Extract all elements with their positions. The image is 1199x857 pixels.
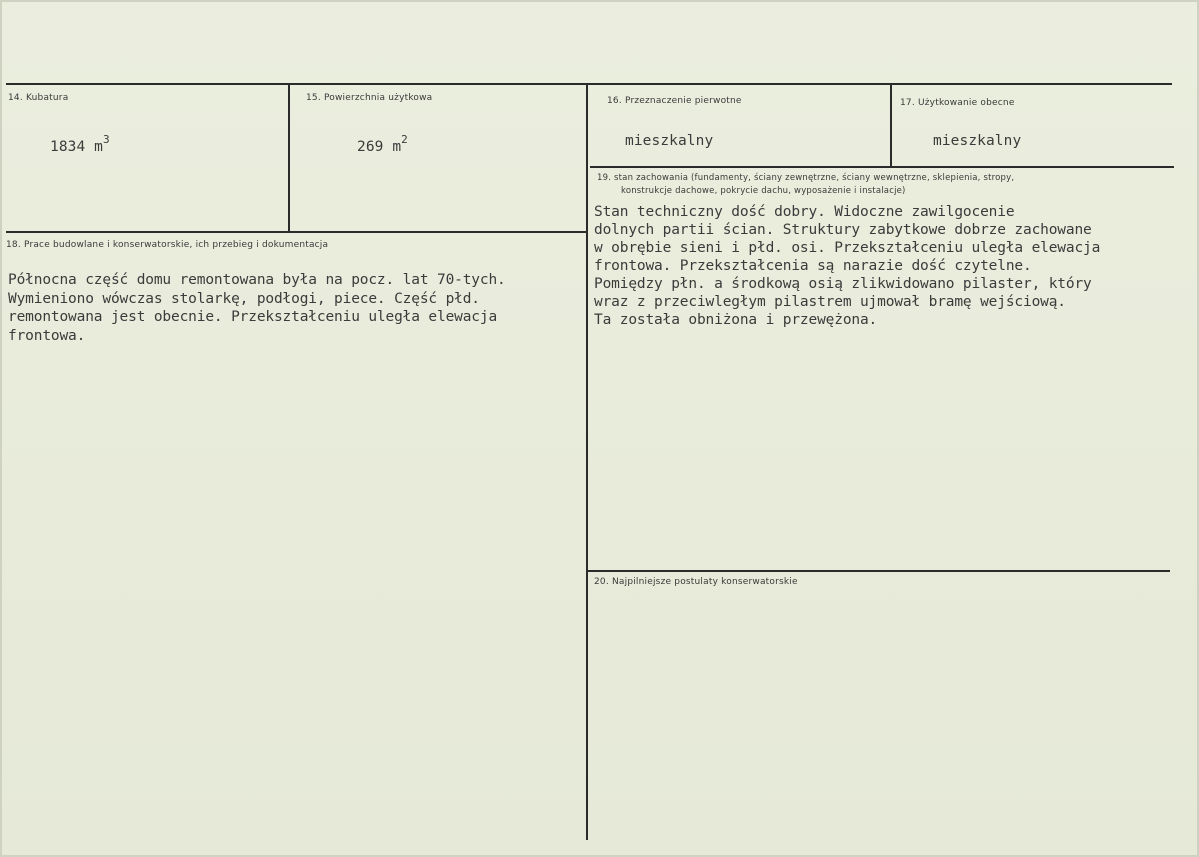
field-18-label: 18. Prace budowlane i konserwatorskie, ich przebieg i dokumentacja <box>6 240 329 250</box>
field-15-value <box>357 133 408 155</box>
stan-line: w obrębie sieni i płd. osi. Przekształceniu uległa elewacja <box>594 240 1101 256</box>
stan-line: dolnych partii ścian. Struktury zabytkowe dobrze zachowane <box>594 222 1092 238</box>
field-16-label: 16. Przeznaczenie pierwotne <box>607 96 742 106</box>
field-17-value: mieszkalny <box>933 133 1022 149</box>
stan-line: Pomiędzy płn. a środkową osią zlikwidowano pilaster, który <box>594 276 1092 292</box>
powierzchnia-value: 269 m <box>357 139 402 155</box>
prace-line: frontowa. <box>8 327 86 344</box>
divider-14-15 <box>288 84 290 233</box>
field-14-value <box>50 133 110 155</box>
stan-line: Ta została obniżona i przewężona. <box>594 312 878 328</box>
stan-line: wraz z przeciwległym pilastrem ujmował bramę wejściową. <box>594 294 1066 310</box>
powierzchnia-exponent: 2 <box>401 133 408 146</box>
field-14-label: 14. Kubatura <box>8 93 69 103</box>
kubatura-value: 1834 m <box>50 139 103 155</box>
stan-line: frontowa. Przekształcenia są narazie dość czytelne. <box>594 258 1032 274</box>
divider-16-17 <box>890 84 892 166</box>
field-19-label-cont: konstrukcje dachowe, pokrycie dachu, wyposażenie i instalacje) <box>621 186 906 196</box>
field-16-value: mieszkalny <box>625 133 714 149</box>
rule-under-14-15 <box>6 231 586 233</box>
kubatura-exponent: 3 <box>102 133 110 146</box>
field-19-label: 19. stan zachowania (fundamenty, ściany zewnętrzne, ściany wewnętrzne, sklepienia, stropy, <box>597 173 1015 183</box>
field-17-label: 17. Użytkowanie obecne <box>900 98 1015 108</box>
stan-line: Stan techniczny dość dobry. Widoczne zawilgocenie <box>594 204 1015 220</box>
prace-line: Wymieniono wówczas stolarkę, podłogi, piece. Część płd. <box>8 290 480 307</box>
top-rule <box>6 83 1172 85</box>
field-15-label: 15. Powierzchnia użytkowa <box>306 93 433 103</box>
main-divider <box>586 84 588 840</box>
rule-above-20 <box>587 570 1170 572</box>
rule-under-17 <box>590 166 1174 168</box>
prace-line: Północna część domu remontowana była na pocz. lat 70-tych. <box>8 272 506 288</box>
field-20-label: 20. Najpilniejsze postulaty konserwatorskie <box>594 577 798 587</box>
prace-line: remontowana jest obecnie. Przekształceniu uległa elewacja <box>8 309 498 325</box>
